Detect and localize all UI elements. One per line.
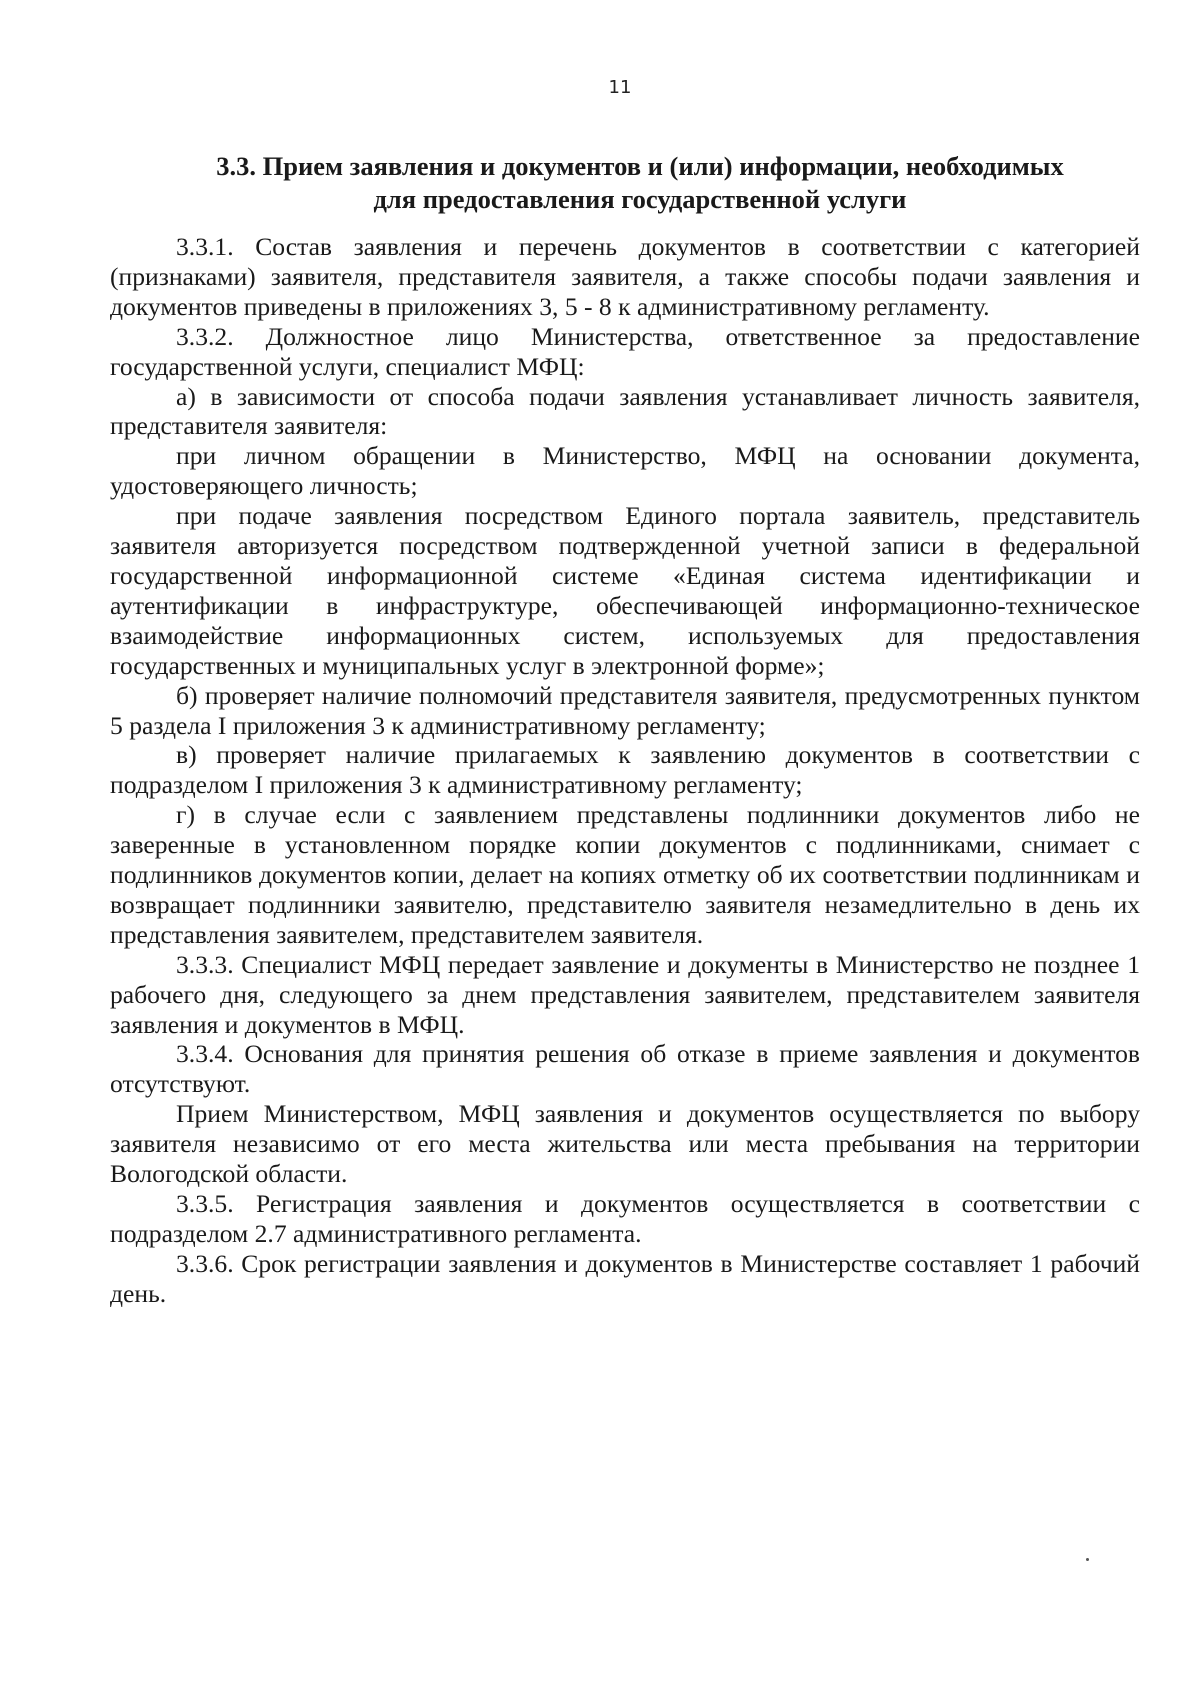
paragraph-reception: Прием Министерством, МФЦ заявления и документов осуществляется по выбору заявителя независимо от его места жительства или места пребывания на территории Вологодской области. [110, 1099, 1140, 1189]
list-item-a: а) в зависимости от способа подачи заявления устанавливает личность заявителя, представителя заявителя: [110, 381, 1140, 441]
paragraph-3-3-1: 3.3.1. Состав заявления и перечень документов в соответствии с категорией (признаками) заявителя, представителя заявителя, а также способы подачи заявления и документов приведены в приложениях 3, 5 - 8 к административному регламенту. [110, 232, 1140, 321]
paragraph-3-3-5: 3.3.5. Регистрация заявления и документов осуществляется в соответствии с подразделом 2.7 административного регламента. [110, 1189, 1140, 1248]
scan-dot-mark [1086, 1558, 1089, 1561]
list-item-a-portal: при подаче заявления посредством Единого портала заявитель, представитель заявителя авторизуется посредством подтвержденной учетной записи в федеральной государственной информационной системе «Единая система идентификации и аутентификации в инфраструктуре, обеспечивающей информационно-техническое взаимодействие информационных систем, используемых для предоставления государственных и муниципальных услуг в электронной форме»; [110, 501, 1140, 680]
paragraph-3-3-6: 3.3.6. Срок регистрации заявления и документов в Министерстве составляет 1 рабочий день. [110, 1248, 1140, 1308]
page-number: 11 [608, 77, 632, 98]
list-item-g: г) в случае если с заявлением представлены подлинники документов либо не заверенные в установленном порядке копии документов с подлинниками, снимает с подлинников документов копии, делает на копиях отметку об их соответствии подлинникам и возвращает подлинники заявителю, представителю заявителя незамедлительно в день их представления заявителем, представителем заявителя. [110, 800, 1140, 949]
section-heading [140, 150, 1140, 216]
section-heading-line-1: 3.3. Прием заявления и документов и (или) информации, необходимых [216, 151, 1064, 181]
document-body [110, 232, 1140, 1309]
section-heading-line-2: для предоставления государственной услуги [373, 184, 907, 214]
list-item-b: б) проверяет наличие полномочий представителя заявителя, предусмотренных пунктом 5 раздела I приложения 3 к административному регламенту; [110, 680, 1140, 740]
list-item-v: в) проверяет наличие прилагаемых к заявлению документов в соответствии с подразделом I приложения 3 к административному регламенту; [110, 740, 1140, 800]
paragraph-3-3-2: 3.3.2. Должностное лицо Министерства, ответственное за предоставление государственной услуги, специалист МФЦ: [110, 321, 1140, 381]
paragraph-3-3-3: 3.3.3. Специалист МФЦ передает заявление и документы в Министерство не позднее 1 рабочего дня, следующего за днем представления заявителем, представителем заявителя заявления и документов в МФЦ. [110, 949, 1140, 1039]
paragraph-3-3-4: 3.3.4. Основания для принятия решения об отказе в приеме заявления и документов отсутствуют. [110, 1039, 1140, 1099]
list-item-a-in-person: при личном обращении в Министерство, МФЦ на основании документа, удостоверяющего личность; [110, 441, 1140, 501]
